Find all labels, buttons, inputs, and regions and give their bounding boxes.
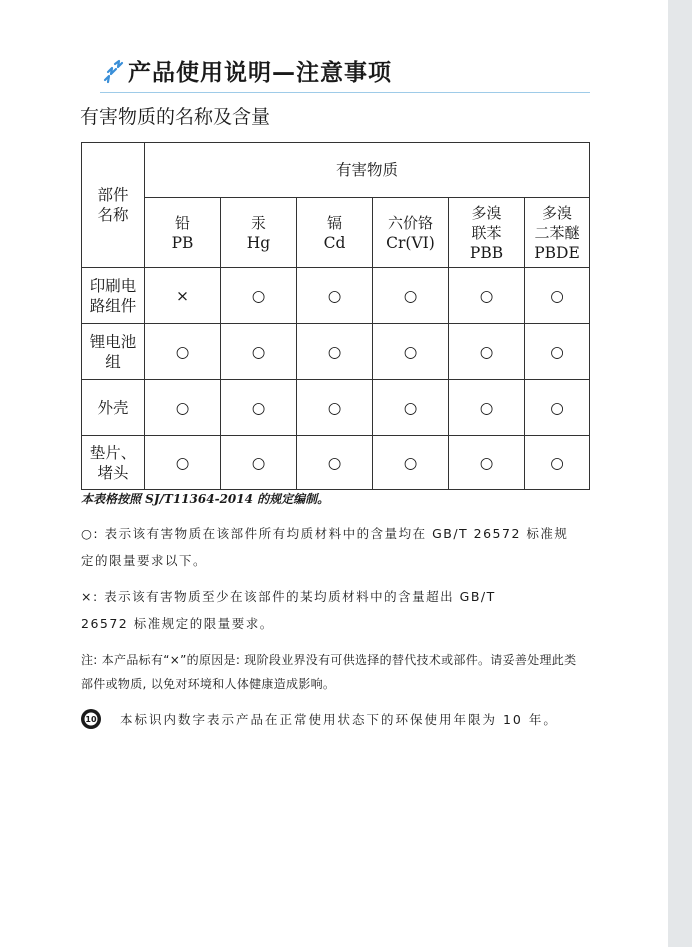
mark-cell: ○ — [373, 268, 449, 324]
eco-label-row — [80, 708, 600, 730]
mark-cell: ○ — [297, 436, 373, 490]
part-name-header: 部件 名称 — [82, 143, 145, 268]
mark-cell: ○ — [145, 324, 221, 380]
page-header — [100, 52, 590, 93]
mark-cell: ○ — [221, 436, 297, 490]
mark-cell: ○ — [449, 324, 525, 380]
mark-cell: ○ — [373, 436, 449, 490]
mark-cell: ○ — [297, 324, 373, 380]
mark-cell: ○ — [525, 436, 590, 490]
mark-cell: ○ — [449, 268, 525, 324]
part-name-cell: 外壳 — [82, 380, 145, 436]
mark-cell: ○ — [145, 436, 221, 490]
mark-cell: ○ — [373, 324, 449, 380]
mark-cell: ○ — [145, 380, 221, 436]
hazardous-substances-table — [81, 142, 590, 490]
circle-note: ○: 表示该有害物质在该部件所有均质材料中的含量均在 GB/T 26572 标准规定的限量要求以下。 — [81, 526, 569, 568]
substance-header-chromium: 六价铬 Cr(VI) — [373, 198, 449, 268]
eco-label-text: 本标识内数字表示产品在正常使用状态下的环保使用年限为 10 年。 — [120, 712, 558, 727]
mark-cell: ○ — [525, 268, 590, 324]
page-title: 产品使用说明—注意事项 — [128, 60, 392, 86]
mark-cell: ○ — [449, 380, 525, 436]
mark-cell: × — [145, 268, 221, 324]
mark-cell: ○ — [221, 324, 297, 380]
table-row — [82, 268, 590, 324]
part-name-cell: 垫片、 堵头 — [82, 436, 145, 490]
mark-cell: ○ — [525, 380, 590, 436]
table-row — [82, 324, 590, 380]
substance-group-header: 有害物质 — [145, 143, 590, 198]
section-subtitle: 有害物质的名称及含量 — [80, 106, 271, 128]
eco-period-logo-icon — [80, 708, 102, 730]
mark-cell: ○ — [449, 436, 525, 490]
part-name-cell: 锂电池 组 — [82, 324, 145, 380]
mark-cell: ○ — [373, 380, 449, 436]
substance-header-pbde: 多溴 二苯醚 PBDE — [525, 198, 590, 268]
cross-note — [81, 583, 581, 637]
lightning-icon — [102, 58, 124, 84]
substance-header-cadmium: 镉 Cd — [297, 198, 373, 268]
mark-cell: ○ — [297, 268, 373, 324]
mark-cell: ○ — [525, 324, 590, 380]
substance-header-lead: 铅 PB — [145, 198, 221, 268]
remark-note: 注: 本产品标有“×”的原因是: 现阶段业界没有可供选择的替代技术或部件。请妥善处理此类部件或物质, 以免对环境和人体健康造成影响。 — [81, 653, 577, 691]
cross-note-line1: ×: 表示该有害物质至少在该部件的某均质材料中的含量超出 GB/T — [81, 589, 496, 604]
cross-note-line2: 26572 标准规定的限量要求。 — [81, 616, 274, 631]
mark-cell: ○ — [297, 380, 373, 436]
table-row — [82, 380, 590, 436]
standard-note: 本表格按照 SJ/T11364-2014 的规定编制。 — [81, 492, 330, 506]
part-name-cell: 印刷电 路组件 — [82, 268, 145, 324]
substance-header-pbb: 多溴 联苯 PBB — [449, 198, 525, 268]
mark-cell: ○ — [221, 380, 297, 436]
right-sidebar-strip — [668, 0, 692, 947]
eco-period-number: 10 — [85, 715, 97, 725]
substance-header-mercury: 汞 Hg — [221, 198, 297, 268]
table-row — [82, 436, 590, 490]
mark-cell: ○ — [221, 268, 297, 324]
